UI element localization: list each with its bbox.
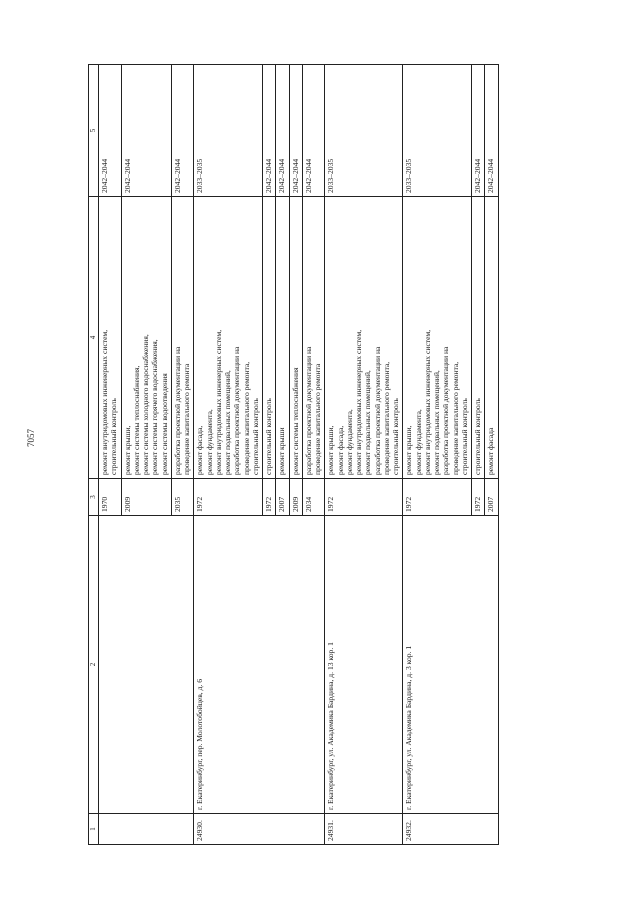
year-cell: 1972 [263, 479, 276, 516]
table-row [325, 65, 403, 845]
work-types-cell [289, 197, 302, 479]
work-type-line: разработка проектной документации на [441, 346, 451, 475]
period-cell: 2042–2044 [302, 65, 325, 197]
work-type-line: ремонт внутридомовых инженерных систем, [213, 329, 223, 475]
work-type-line: ремонт крыши, [326, 425, 336, 475]
work-type-line: ремонт системы холодного водоснабжения, [141, 334, 150, 475]
year-cell: 2007 [485, 479, 498, 516]
header-col-1: 1 [89, 814, 99, 845]
object-number-cell: 24932. [403, 814, 498, 845]
year-cell: 1972 [403, 479, 472, 516]
work-type-line: строительный контроль [109, 398, 119, 475]
work-types-cell [485, 197, 498, 479]
period-cell: 2042–2044 [121, 65, 171, 197]
address-cell: г. Екатеринбург, ул. Академика Бардина, д. 13 кор. 1 [325, 516, 403, 814]
table-row [99, 65, 122, 845]
header-col-2: 2 [89, 516, 99, 814]
work-types-cell [325, 197, 403, 479]
work-type-line: ремонт фундамента, [413, 409, 423, 475]
work-type-line: разработка проектной документации на [232, 346, 242, 475]
address-cell: г. Екатеринбург, пер. Молотобойцев, д. 6 [194, 516, 325, 814]
period-cell: 2042–2044 [472, 65, 485, 197]
period-cell: 2033–2035 [403, 65, 472, 197]
header-col-4: 4 [89, 197, 99, 479]
header-col-3: 3 [89, 479, 99, 516]
work-type-line: ремонт подвальных помещений, [432, 370, 441, 475]
work-type-line: разработка проектной документации на [303, 346, 313, 475]
period-cell: 2042–2044 [485, 65, 498, 197]
work-type-line: ремонт фасада [486, 427, 496, 475]
object-number-cell [99, 814, 194, 845]
work-type-line: строительный контроль [391, 398, 400, 475]
work-type-line: ремонт крыши, [404, 425, 414, 475]
work-type-line: проведение капитального ремонта, [450, 361, 460, 475]
work-type-line: ремонт фасада, [195, 425, 205, 475]
work-type-line: разработка проектной документации на [372, 346, 382, 475]
table-row [194, 65, 263, 845]
work-type-line: ремонт внутридомовых инженерных систем, [354, 329, 363, 475]
period-cell: 2033–2035 [194, 65, 263, 197]
year-cell: 2009 [289, 479, 302, 516]
period-cell: 2042–2044 [171, 65, 194, 197]
work-type-line: ремонт фасада, [335, 425, 345, 475]
work-type-line: ремонт подвальных помещений, [223, 370, 232, 475]
table-body [99, 65, 499, 845]
address-cell: г. Екатеринбург, ул. Академика Бардина, д. 3 кор. 1 [403, 516, 498, 814]
period-cell: 2042–2044 [289, 65, 302, 197]
table-row [403, 65, 472, 845]
work-type-line: строительный контроль [473, 398, 482, 475]
work-type-line: ремонт подвальных помещений, [363, 370, 373, 475]
year-cell: 1970 [99, 479, 122, 516]
period-cell: 2033–2035 [325, 65, 403, 197]
year-cell: 2035 [171, 479, 194, 516]
work-types-cell [263, 197, 276, 479]
work-types-cell [403, 197, 472, 479]
work-type-line: проведение капитального ремонта [313, 363, 322, 475]
work-type-line: проведение капитального ремонта, [381, 361, 391, 475]
repair-schedule-table [88, 64, 499, 845]
table-header-row [89, 65, 99, 845]
work-type-line: ремонт системы горячего водоснабжения, [150, 339, 160, 475]
year-cell: 1972 [325, 479, 403, 516]
work-types-cell [121, 197, 171, 479]
object-number-cell: 24931. [325, 814, 403, 845]
address-cell [99, 516, 194, 814]
period-cell: 2042–2044 [276, 65, 289, 197]
year-cell: 2034 [302, 479, 325, 516]
work-types-cell [194, 197, 263, 479]
period-cell: 2042–2044 [99, 65, 122, 197]
work-type-line: ремонт внутридомовых инженерных систем, [422, 329, 432, 475]
work-type-line: ремонт фундамента, [344, 409, 354, 475]
work-types-cell [276, 197, 289, 479]
work-type-line: проведение капитального ремонта, [241, 361, 251, 475]
work-types-cell [99, 197, 122, 479]
work-type-line: строительный контроль [264, 398, 273, 475]
year-cell: 2009 [121, 479, 171, 516]
work-type-line: ремонт крыши, [122, 425, 132, 475]
work-type-line: проведение капитального ремонта [182, 363, 191, 475]
year-cell: 1972 [472, 479, 485, 516]
work-type-line: ремонт внутридомовых инженерных систем, [100, 329, 109, 475]
work-type-line: ремонт системы водоотведения [159, 373, 169, 475]
page-number: 7057 [26, 429, 36, 447]
work-type-line: ремонт системы теплоснабжения, [131, 365, 141, 475]
work-type-line: строительный контроль [250, 398, 260, 475]
work-types-cell [171, 197, 194, 479]
work-type-line: разработка проектной документации на [172, 346, 182, 475]
year-cell: 1972 [194, 479, 263, 516]
work-type-line: ремонт крыши [277, 427, 287, 475]
year-cell: 2007 [276, 479, 289, 516]
period-cell: 2042–2044 [263, 65, 276, 197]
work-types-cell [302, 197, 325, 479]
work-types-cell [472, 197, 485, 479]
work-type-line: строительный контроль [459, 398, 469, 475]
work-type-line: ремонт системы теплоснабжения [290, 367, 300, 475]
object-number-cell: 24930. [194, 814, 325, 845]
header-col-5: 5 [89, 65, 99, 197]
work-type-line: ремонт фундамента, [204, 409, 214, 475]
table-container [88, 65, 578, 845]
